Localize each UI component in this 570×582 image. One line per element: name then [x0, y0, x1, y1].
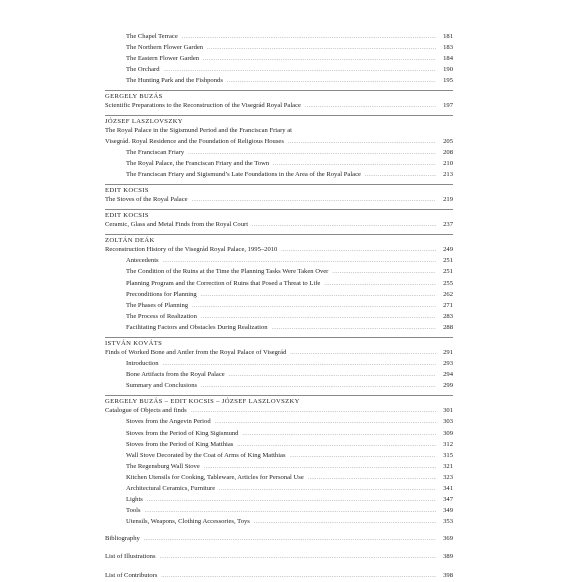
toc-section: [105, 552, 453, 563]
dot-leader: [229, 371, 436, 381]
entry-title: Scientific Preparations to the Reconstruction of the Visegrád Royal Palace: [105, 102, 301, 110]
toc-entry[interactable]: [105, 148, 453, 159]
dot-leader: [188, 149, 436, 159]
page-number: 251: [443, 268, 453, 276]
page-number: 389: [443, 553, 453, 561]
page-number: 301: [443, 407, 453, 415]
entry-title: Preconditions for Planning: [126, 290, 197, 298]
author-heading: ISTVÁN KOVÁTS: [105, 337, 453, 348]
toc-entry[interactable]: [105, 195, 453, 206]
dot-leader: [145, 507, 436, 517]
page-number: 208: [443, 148, 453, 156]
entry-title: The Franciscan Friary: [126, 148, 185, 156]
toc-section: [105, 534, 453, 545]
toc-entry[interactable]: [105, 245, 453, 256]
entry-title: Finds of Worked Bone and Antler from the Royal Palace of Visegrád: [105, 348, 287, 356]
page-number: 315: [443, 451, 453, 459]
page-number: 181: [443, 33, 453, 40]
dot-leader: [163, 360, 436, 370]
dot-leader: [324, 280, 436, 290]
dot-leader: [219, 485, 436, 495]
page-number: 293: [443, 360, 453, 368]
author-heading: GERGELY BUZÁS – EDIT KOCSIS – JÓZSEF LASZLOVSZKY: [105, 395, 453, 406]
entry-title: The Condition of the Ruins at the Time the Planning Tasks Were Taken Over: [126, 268, 329, 276]
dot-leader: [288, 138, 436, 148]
dot-leader: [281, 246, 436, 256]
author-heading: ZOLTÁN DEÁK: [105, 234, 453, 245]
dot-leader: [273, 160, 436, 170]
toc-entry[interactable]: [105, 101, 453, 112]
page-number: 219: [443, 196, 453, 204]
page-number: 195: [443, 77, 453, 85]
page-number: 205: [443, 137, 453, 145]
page-number: 347: [443, 496, 453, 504]
toc-entry[interactable]: [105, 256, 453, 267]
toc-entry[interactable]: [105, 290, 453, 301]
entry-title: The Franciscan Friary and Sigismund’s Late Foundations in the Area of the Royal Palace: [126, 170, 361, 178]
toc-entry[interactable]: [105, 137, 453, 148]
toc-entry[interactable]: [105, 462, 453, 473]
page-number: 349: [443, 507, 453, 515]
dot-leader: [203, 55, 436, 65]
dot-leader: [191, 407, 436, 417]
author-heading: EDIT KOCSIS: [105, 184, 453, 195]
entry-title: Visegrád. Royal Residence and the Foundation of Religious Houses: [105, 137, 284, 145]
toc-entry[interactable]: [105, 267, 453, 278]
page-number: 197: [443, 102, 453, 110]
toc-entry[interactable]: [105, 484, 453, 495]
toc-entry[interactable]: [105, 170, 453, 181]
entry-title: Bone Artifacts from the Royal Palace: [126, 371, 225, 379]
toc-entry[interactable]: [105, 517, 453, 528]
dot-leader: [192, 196, 436, 206]
toc-entry[interactable]: [105, 126, 453, 137]
dot-leader: [237, 441, 436, 451]
toc-section: [105, 115, 453, 181]
page-number: 262: [443, 290, 453, 298]
entry-title: The Northern Flower Garden: [126, 44, 204, 52]
toc-section: [105, 90, 453, 112]
dot-leader: [332, 268, 436, 278]
entry-title: Facilitating Factors and Obstacles During Realization: [126, 323, 268, 331]
toc-entry[interactable]: [105, 534, 453, 545]
toc-entry[interactable]: [105, 381, 453, 392]
entry-title: Stoves from the Angevin Period: [126, 418, 211, 426]
page-number: 190: [443, 66, 453, 74]
entry-title: The Process of Realization: [126, 312, 197, 320]
toc-section: [105, 184, 453, 206]
toc-entry[interactable]: [105, 451, 453, 462]
entry-title: Reconstruction History of the Visegrád Royal Palace, 1995–2010: [105, 246, 278, 254]
toc-entry[interactable]: [105, 279, 453, 290]
dot-leader: [252, 221, 436, 231]
entry-title: Ceramic, Glass and Metal Finds from the Royal Court: [105, 221, 249, 229]
toc-entry[interactable]: [105, 571, 453, 582]
dot-leader: [254, 518, 436, 528]
toc-entry[interactable]: [105, 65, 453, 76]
dot-leader: [163, 257, 436, 267]
toc-entry[interactable]: [105, 417, 453, 428]
entry-title: The Orchard: [126, 66, 160, 74]
toc-entry[interactable]: [105, 495, 453, 506]
entry-title: List of Contributors: [105, 571, 158, 579]
toc-entry[interactable]: [105, 32, 453, 43]
author-heading: GERGELY BUZÁS: [105, 90, 453, 101]
toc-entry[interactable]: [105, 76, 453, 87]
page-number: 353: [443, 518, 453, 526]
table-of-contents: [105, 29, 453, 582]
entry-title: The Royal Palace in the Sigismund Period and the Franciscan Friary at: [105, 126, 292, 134]
page-number: 237: [443, 221, 453, 229]
entry-title: Lights: [126, 496, 143, 504]
entry-title: The Stoves of the Royal Palace: [105, 196, 188, 204]
page-number: 288: [443, 323, 453, 331]
entry-title: Utensils, Weapons, Clothing Accessories, Toys: [126, 518, 250, 526]
entry-title: Planning Program and the Correction of Ruins that Posed a Threat to Life: [126, 279, 321, 287]
entry-title: Architectural Ceramics, Furniture: [126, 485, 216, 492]
entry-title: The Eastern Flower Garden: [126, 55, 200, 63]
dot-leader: [365, 171, 436, 181]
toc-section: [105, 209, 453, 231]
author-heading: EDIT KOCSIS: [105, 209, 453, 220]
page-number: 249: [443, 246, 453, 254]
toc-entry[interactable]: [105, 220, 453, 231]
toc-section: [105, 234, 453, 334]
dot-leader: [192, 302, 436, 312]
entry-title: Stoves from the Period of King Sigismund: [126, 429, 239, 437]
entry-title: Summary and Conclusions: [126, 382, 198, 390]
entry-title: List of Illustrations: [105, 553, 156, 561]
page-number: 213: [443, 170, 453, 178]
page-number: 303: [443, 418, 453, 426]
dot-leader: [147, 496, 436, 506]
dot-leader: [207, 44, 436, 54]
toc-section: [105, 571, 453, 582]
page-number: 251: [443, 257, 453, 265]
page-number: 184: [443, 55, 453, 63]
page-number: 341: [443, 485, 453, 492]
page-number: 323: [443, 473, 453, 481]
toc-entry[interactable]: [105, 312, 453, 323]
page-number: 283: [443, 312, 453, 320]
toc-entry[interactable]: [105, 473, 453, 484]
page-number: 299: [443, 382, 453, 390]
entry-title: Stoves from the Period of King Matthias: [126, 440, 234, 448]
dot-leader: [201, 313, 436, 323]
toc-entry[interactable]: [105, 552, 453, 563]
page-number: 294: [443, 371, 453, 379]
dot-leader: [164, 66, 437, 76]
toc-entry[interactable]: [105, 406, 453, 417]
dot-leader: [201, 382, 436, 392]
page-number: 255: [443, 279, 453, 287]
toc-section: [105, 337, 453, 392]
author-heading: JÓZSEF LASZLOVSZKY: [105, 115, 453, 126]
page-number: 321: [443, 462, 453, 470]
entry-title: The Hunting Park and the Fishponds: [126, 77, 223, 85]
dot-leader: [215, 418, 436, 428]
dot-leader: [290, 452, 436, 462]
dot-leader: [305, 102, 436, 112]
entry-title: Catalogue of Objects and finds: [105, 407, 187, 415]
entry-title: The Royal Palace, the Franciscan Friary and the Town: [126, 159, 270, 167]
page-number: 271: [443, 301, 453, 309]
entry-title: Antecedents: [126, 257, 159, 265]
dot-leader: [290, 349, 436, 359]
entry-title: The Phases of Planning: [126, 301, 189, 309]
toc-entry[interactable]: [105, 301, 453, 312]
toc-entry[interactable]: [105, 323, 453, 334]
dot-leader: [161, 572, 436, 582]
dot-leader: [227, 77, 436, 87]
toc-section: [105, 395, 453, 528]
toc-entry[interactable]: [105, 506, 453, 517]
toc-entry[interactable]: [105, 54, 453, 65]
toc-entry[interactable]: [105, 43, 453, 54]
dot-leader: [144, 535, 436, 545]
dot-leader: [308, 474, 436, 484]
page-number: 291: [443, 348, 453, 356]
entry-title: Introduction: [126, 360, 159, 368]
page-number: 398: [443, 571, 453, 579]
entry-title: Kitchen Utensils for Cooking, Tableware, Articles for Personal Use: [126, 473, 304, 481]
dot-leader: [201, 291, 436, 301]
dot-leader: [160, 553, 436, 563]
page-number: 210: [443, 159, 453, 167]
entry-title: Tools: [126, 507, 141, 515]
entry-title: Wall Stove Decorated by the Coat of Arms of King Matthias: [126, 451, 286, 459]
dot-leader: [272, 324, 436, 334]
entry-title: Bibliography: [105, 535, 140, 543]
toc-entry[interactable]: [105, 370, 453, 381]
toc-entry[interactable]: [105, 359, 453, 370]
page-number: 309: [443, 429, 453, 437]
toc-entry[interactable]: [105, 440, 453, 451]
entry-title: The Chapel Terrace: [126, 33, 178, 40]
page-number: 369: [443, 535, 453, 543]
dot-leader: [182, 33, 436, 43]
dot-leader: [204, 463, 436, 473]
entry-title: The Regensburg Wall Stove: [126, 462, 200, 470]
toc-entry[interactable]: [105, 429, 453, 440]
page-number: 183: [443, 44, 453, 52]
page-number: 312: [443, 440, 453, 448]
dot-leader: [242, 430, 436, 440]
toc-entry[interactable]: [105, 348, 453, 359]
toc-section: [105, 32, 453, 87]
toc-entry[interactable]: [105, 159, 453, 170]
